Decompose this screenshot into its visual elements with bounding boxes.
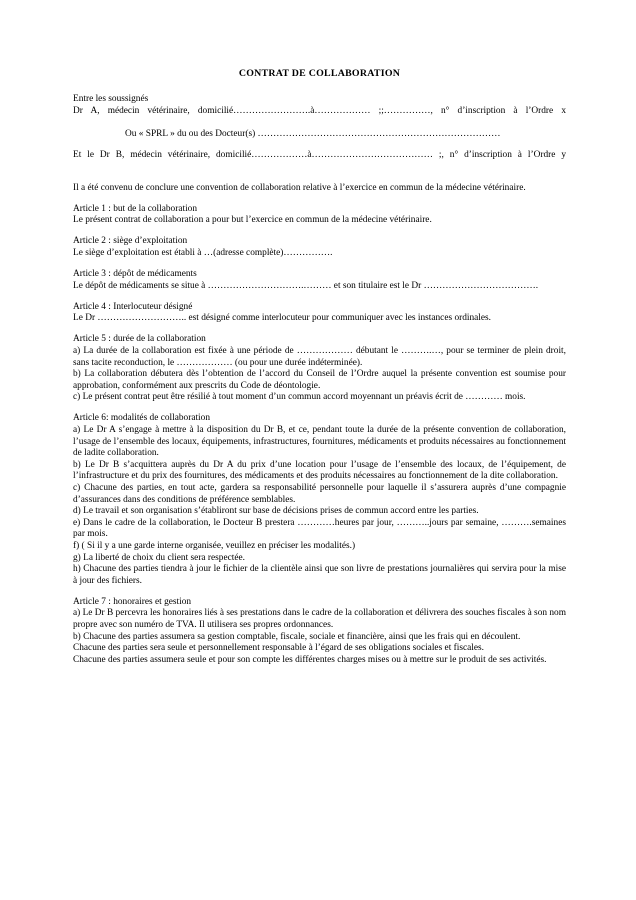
preamble-block [73,183,566,195]
article-heading: Article 2 : siège d’exploitation [73,236,188,247]
party-b-line: Et le Dr B, médecin vétérinaire, domicilié………………à………………………………… ;, n° d’inscription à l’Ordre y [73,149,566,160]
article-paragraph-c: c) Le présent contrat peut être résilié à tout moment d’un commun accord moyennant un préavis écrit de ………… mois. [73,392,526,403]
article-heading: Article 7 : honoraires et gestion [73,596,192,607]
article-6 [73,413,566,587]
article-paragraph-e: e) Dans le cadre de la collaboration, le Docteur B prestera …………heures par jour, ………..jours par semaine, ……….semaines par mois. [73,517,566,540]
article-5 [73,334,566,404]
document-title: CONTRAT DE COLLABORATION [238,68,401,79]
article-paragraph-b: b) La collaboration débutera dès l’obtention de l’accord du Conseil de l’Ordre auquel la présente convention est soumise pour approbation, conformément aux prescrits du Code de déontologie. [73,369,566,391]
article-paragraph-d: d) Le travail et son organisation s’établiront sur base de décisions prises de commun accord entre les parties. [73,506,479,517]
party-a-alternative-line: Ou « SPRL » du ou des Docteur(s) …………………………………………………………………… [125,128,501,139]
article-paragraph-b: b) Le Dr B s’acquittera auprès du Dr A du prix d’une location pour l’usage de l’ensemble des locaux, de l’équipement, de l’infrastructure et du prix des fournitures, des médicaments et des produits nécessaires au fonctionnement de la dite collaboration. [73,459,566,482]
article-paragraph-d: Chacune des parties assumera seule et pour son compte les différentes charges mises ou à mettre sur le produit de ses activités. [73,654,547,665]
article-heading: Article 5 : durée de la collaboration [73,334,206,345]
article-heading: Article 4 : Interlocuteur désigné [73,301,193,312]
article-paragraph: Le siège d’exploitation est établi à …(adresse complète)……………. [73,247,333,258]
article-paragraph-a: a) Le Dr B percevra les honoraires liés à ses prestations dans le cadre de la collaboration et délivrera des souches fiscales à son nom propre avec son numéro de TVA. Il utilisera ses propres ordonnances. [73,608,566,631]
article-paragraph-a: a) Le Dr A s’engage à mettre à la disposition du Dr B, et ce, pendant toute la durée de la présente convention de collaboration, l’usage de l’ensemble des locaux, équipements, infrastructures, fournitures, médicaments et produits nécessaires au fonctionnement de ladite collaboration. [73,425,566,459]
parties-block [73,94,566,140]
article-4 [73,302,566,325]
article-paragraph-c: Chacune des parties sera seule et personnellement responsable à l’égard de ses obligations sociales et fiscales. [73,643,484,654]
parties-intro-label: Entre les soussignés [73,94,149,104]
article-paragraph-c: c) Chacune des parties, en tout acte, gardera sa responsabilité personnelle pour laquelle il s’assurera auprès d’une compagnie d’assurances dans des conditions de préférence semblables. [73,483,566,505]
article-paragraph: Le dépôt de médicaments se situe à ………………………….……… et son titulaire est le Dr ………………………………. [73,280,539,291]
article-paragraph-f: f) ( Si il y a une garde interne organisée, veuillez en préciser les modalités.) [73,541,356,551]
article-7 [73,597,566,667]
articles-container [73,204,566,667]
article-3 [73,269,566,292]
article-paragraph-a: a) La durée de la collaboration est fixée à une période de ……………… débutant le ……….…, pour se terminer de plein droit, sans tacite reconduction, le ……………… (ou pour une durée indéterminée). [73,346,566,368]
article-2 [73,236,566,259]
party-a-line: Dr A, médecin vétérinaire, domicilié…………………….à……………… ;;……………, n° d’inscription à l’Ordre x [73,105,566,116]
party-b-block [73,150,566,173]
article-paragraph-g: g) La liberté de choix du client sera respectée. [73,552,245,563]
article-1 [73,204,566,227]
article-heading: Article 6: modalités de collaboration [73,413,210,424]
article-paragraph: Le présent contrat de collaboration a pour but l’exercice en commun de la médecine vétérinaire. [73,215,432,226]
article-heading: Article 3 : dépôt de médicaments [73,269,197,280]
preamble-text: Il a été convenu de conclure une convention de collaboration relative à l’exercice en commun de la médecine vétérinaire. [73,182,526,193]
article-paragraph: Le Dr ……………………….. est désigné comme interlocuteur pour communiquer avec les instances ordinales. [73,313,492,324]
article-paragraph-h: h) Chacune des parties tiendra à jour le fichier de la clientèle ainsi que son livre de prestations journalières qui servira pour la mise à jour des fichiers. [73,564,566,586]
article-paragraph-b: b) Chacune des parties assumera sa gestion comptable, fiscale, sociale et financière, ainsi que les frais qui en découlent. [73,631,521,642]
article-heading: Article 1 : but de la collaboration [73,203,198,214]
